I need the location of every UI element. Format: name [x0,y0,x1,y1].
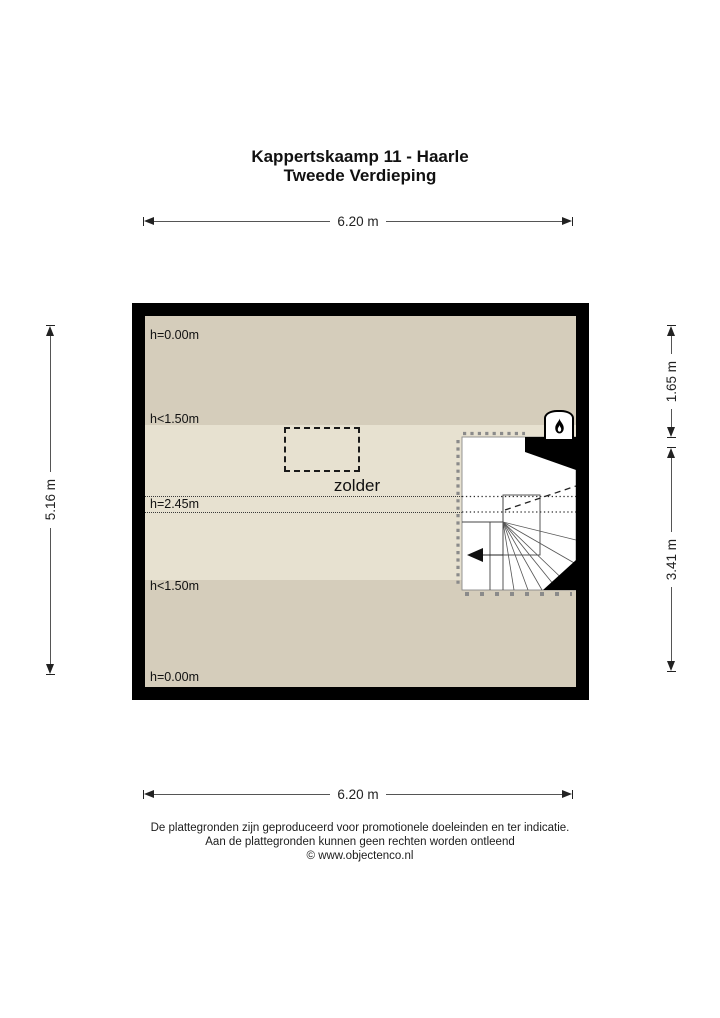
height-label-top-knee: h<1.50m [150,412,199,426]
skylight-dashed-outline [284,427,360,472]
title-address: Kappertskaamp 11 - Haarle [251,147,469,166]
dimension-right-lower [663,447,679,672]
attic-floor [145,316,576,687]
dimension-bottom-value: 6.20 m [337,786,379,802]
dimension-right-upper [663,325,679,438]
arrow-down-icon [667,427,675,437]
arrow-right-icon [562,790,572,798]
disclaimer-line-1: De plattegronden zijn geproduceerd voor promotionele doeleinden en ter indicatie. [150,822,570,834]
arrow-down-icon [46,664,54,674]
arrow-left-icon [144,790,154,798]
arrow-right-icon [562,217,572,225]
arrow-up-icon [667,326,675,336]
page-title [0,147,720,185]
disclaimer-copyright: © www.objectenco.nl [306,850,414,862]
height-label-top-eave: h=0.00m [150,328,199,342]
dimension-right-upper-value: 1.65 m [663,360,679,403]
dimension-bottom [143,786,573,802]
dimension-end-tick [667,437,676,438]
dimension-end-tick [46,674,55,675]
title-floor: Tweede Verdieping [283,166,437,185]
dimension-left [42,325,58,675]
height-label-bottom-eave: h=0.00m [150,670,199,684]
disclaimer [0,821,720,863]
height-label-ridge: h=2.45m [150,497,199,511]
chimney [544,410,574,441]
dimension-left-value: 5.16 m [42,479,58,521]
arrow-left-icon [144,217,154,225]
arrow-up-icon [667,448,675,458]
arrow-down-icon [667,661,675,671]
dimension-top [143,213,573,229]
disclaimer-line-2: Aan de plattegronden kunnen geen rechten worden ontleend [205,836,515,848]
height-label-bottom-knee: h<1.50m [150,579,199,593]
staircase [452,428,576,600]
dimension-end-tick [572,217,573,226]
flame-icon [553,418,566,435]
dimension-top-value: 6.20 m [337,213,379,229]
arrow-up-icon [46,326,54,336]
floorplan-outline [132,303,589,700]
room-label-zolder: zolder [333,476,381,495]
dimension-end-tick [572,790,573,799]
dimension-end-tick [667,671,676,672]
dimension-right-lower-value: 3.41 m [663,538,679,581]
